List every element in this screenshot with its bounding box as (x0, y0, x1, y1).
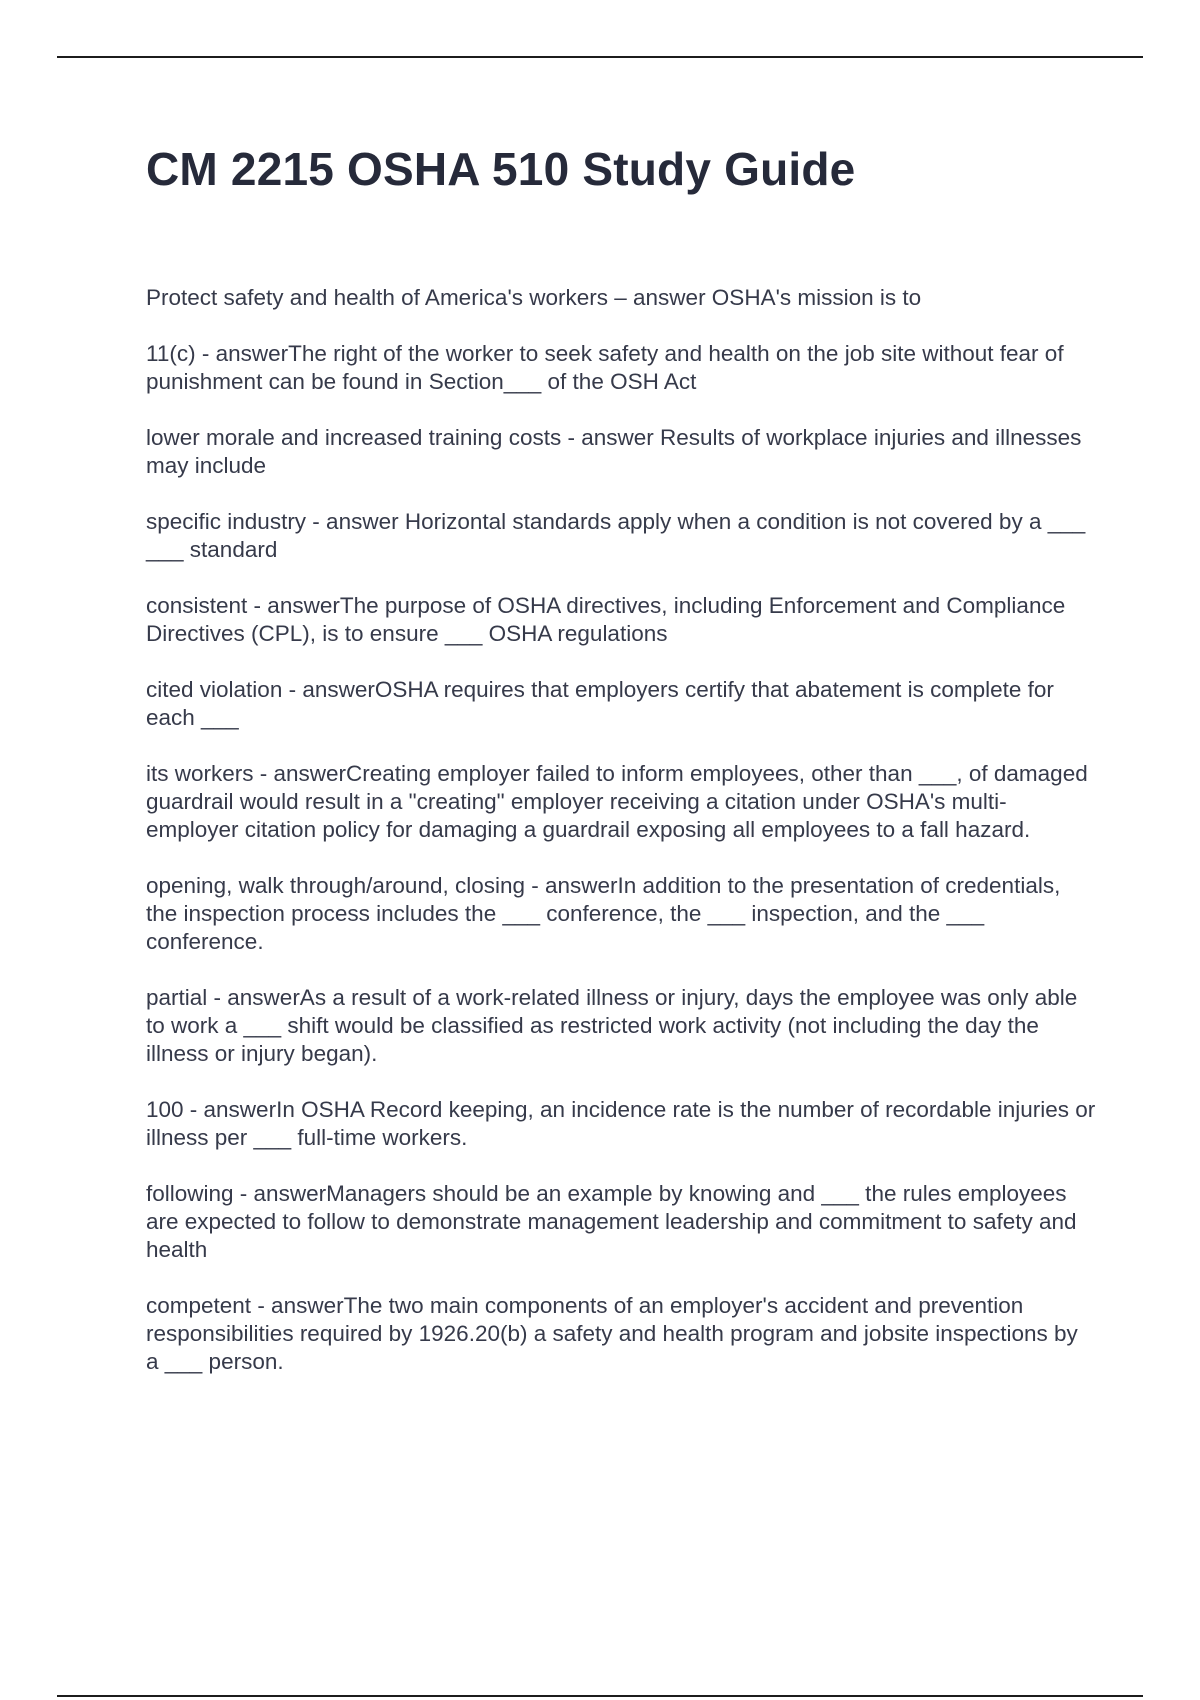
qa-item: its workers - answerCreating employer failed to inform employees, other than ___, of damaged guardrail would result in a "creating" employer receiving a citation under OSHA's multi-employer citation policy for damaging a guardrail exposing all employees to a fall hazard. (146, 761, 1088, 842)
qa-item: competent - answerThe two main components of an employer's accident and prevention responsibilities required by 1926.20(b) a safety and health program and jobsite inspections by a ___ person. (146, 1293, 1078, 1374)
bottom-divider (57, 1695, 1143, 1697)
qa-list (146, 284, 1096, 1404)
qa-item: 11(c) - answerThe right of the worker to seek safety and health on the job site without fear of punishment can be found in Section___ of the OSH Act (146, 341, 1064, 394)
qa-item: specific industry - answer Horizontal standards apply when a condition is not covered by a ___ ___ standard (146, 509, 1086, 562)
qa-item: following - answerManagers should be an example by knowing and ___ the rules employees are expected to follow to demonstrate management leadership and commitment to safety and health (146, 1181, 1077, 1262)
qa-item: consistent - answerThe purpose of OSHA directives, including Enforcement and Compliance Directives (CPL), is to ensure ___ OSHA regulations (146, 593, 1066, 646)
qa-item: partial - answerAs a result of a work-related illness or injury, days the employee was only able to work a ___ shift would be classified as restricted work activity (not including the day the illness or injury began). (146, 985, 1078, 1066)
page-title: CM 2215 OSHA 510 Study Guide (146, 143, 856, 195)
qa-item: lower morale and increased training costs - answer Results of workplace injuries and illnesses may include (146, 425, 1082, 478)
qa-item: 100 - answerIn OSHA Record keeping, an incidence rate is the number of recordable injuries or illness per ___ full-time workers. (146, 1097, 1096, 1150)
qa-item: Protect safety and health of America's workers – answer OSHA's mission is to (146, 285, 922, 310)
qa-item: opening, walk through/around, closing - answerIn addition to the presentation of credentials, the inspection process includes the ___ conference, the ___ inspection, and the ___ conference. (146, 873, 1061, 954)
top-divider (57, 56, 1143, 58)
qa-item: cited violation - answerOSHA requires that employers certify that abatement is complete for each ___ (146, 677, 1054, 730)
